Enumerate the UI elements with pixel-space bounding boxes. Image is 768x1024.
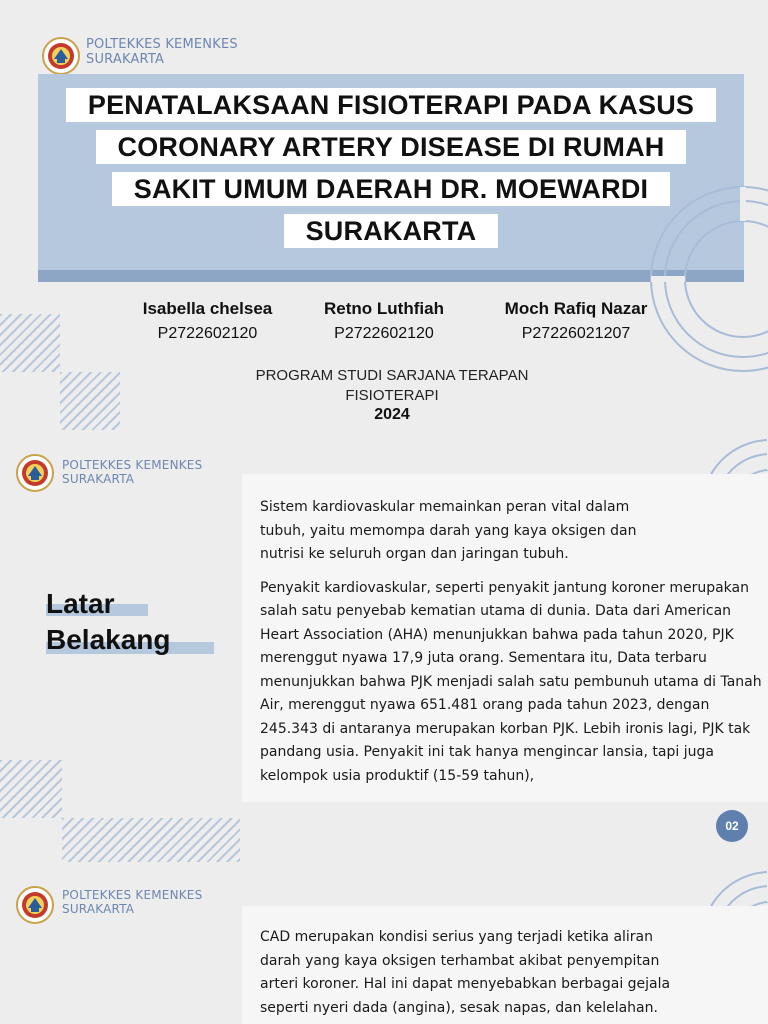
decorative-rings-icon (648, 184, 768, 374)
institution-logo-icon (16, 886, 54, 924)
org-name-line1: POLTEKKES KEMENKES (62, 458, 203, 472)
heading-line-2: Belakang (46, 622, 171, 658)
program-name (234, 366, 550, 406)
institution-logo-icon (16, 454, 54, 492)
hatch-decoration (60, 372, 120, 430)
author-1 (130, 299, 285, 343)
author-1-name: Isabella chelsea (142, 299, 273, 318)
program-line-1: PROGRAM STUDI SARJANA TERAPAN (255, 367, 529, 384)
year: 2024 (374, 406, 410, 423)
author-3-name: Moch Rafiq Nazar (504, 299, 648, 318)
org-name-line2: SURAKARTA (62, 472, 135, 486)
heading-line-1: Latar (46, 586, 171, 622)
header-logo-group (42, 37, 238, 75)
paragraph-2: Penyakit kardiovaskular, seperti penyakit jantung koroner merupakan salah satu penyebab kematian utama di dunia. Data dari American Heart Association (AHA) menunjukkan bahwa pada tahun 2020, PJK merenggut nyawa 17,9 juta orang. Sementara itu, Data terbaru menunjukkan bahwa PJK menjadi salah satu pembunuh utama di Tanah Air, merenggut nyawa 651.481 orang pada tahun 2023, dengan 245.343 di antaranya merupakan korban PJK. Lebih ironis lagi, PJK tak pandang usia. Penyakit ini tak hanya mengincar lansia, tapi juga kelompok usia produktif (15-59 tahun), (260, 579, 762, 784)
cover-slide (0, 0, 768, 430)
page-title (38, 86, 744, 254)
header-logo-group (16, 886, 202, 924)
paragraph-1: Sistem kardiovaskular memainkan peran vital dalam tubuh, yaitu memompa darah yang kaya oksigen dan nutrisi ke seluruh organ dan jaringan tubuh. (260, 499, 637, 562)
title-banner-bar (38, 270, 744, 282)
hatch-decoration (0, 314, 60, 372)
cad-slide (0, 862, 768, 1024)
title-line-3: SAKIT UMUM DAERAH DR. MOEWARDI (112, 172, 670, 206)
hatch-decoration (0, 760, 62, 818)
content-box (242, 474, 768, 802)
org-name-line2: SURAKARTA (62, 902, 135, 916)
title-line-4: SURAKARTA (284, 214, 499, 248)
program-line-2: FISIOTERAPI (345, 387, 439, 404)
institution-logo-icon (42, 37, 80, 75)
author-2-name: Retno Luthfiah (324, 299, 444, 318)
section-heading (46, 586, 171, 658)
title-line-2: CORONARY ARTERY DISEASE DI RUMAH (96, 130, 687, 164)
author-2 (308, 299, 460, 343)
page-number-badge: 02 (716, 810, 748, 842)
author-2-id: P2722602120 (334, 325, 434, 342)
author-3 (492, 299, 660, 343)
title-banner (38, 74, 744, 282)
hatch-decoration (62, 818, 240, 862)
paragraph-1: CAD merupakan kondisi serius yang terjadi ketika aliran darah yang kaya oksigen terhambat akibat penyempitan arteri koroner. Hal ini dapat menyebabkan berbagai gejala seperti nyeri dada (angina), sesak napas, dan kelelahan. (260, 929, 671, 1016)
org-name-line1: POLTEKKES KEMENKES (62, 888, 203, 902)
org-name-line2: SURAKARTA (86, 52, 165, 67)
author-3-id: P27226021207 (521, 325, 631, 342)
title-line-1: PENATALAKSAAN FISIOTERAPI PADA KASUS (66, 88, 716, 122)
header-logo-group (16, 454, 202, 492)
background-slide (0, 430, 768, 862)
content-box (242, 906, 768, 1024)
org-name-line1: POLTEKKES KEMENKES (86, 37, 238, 52)
author-1-id: P2722602120 (157, 325, 258, 342)
